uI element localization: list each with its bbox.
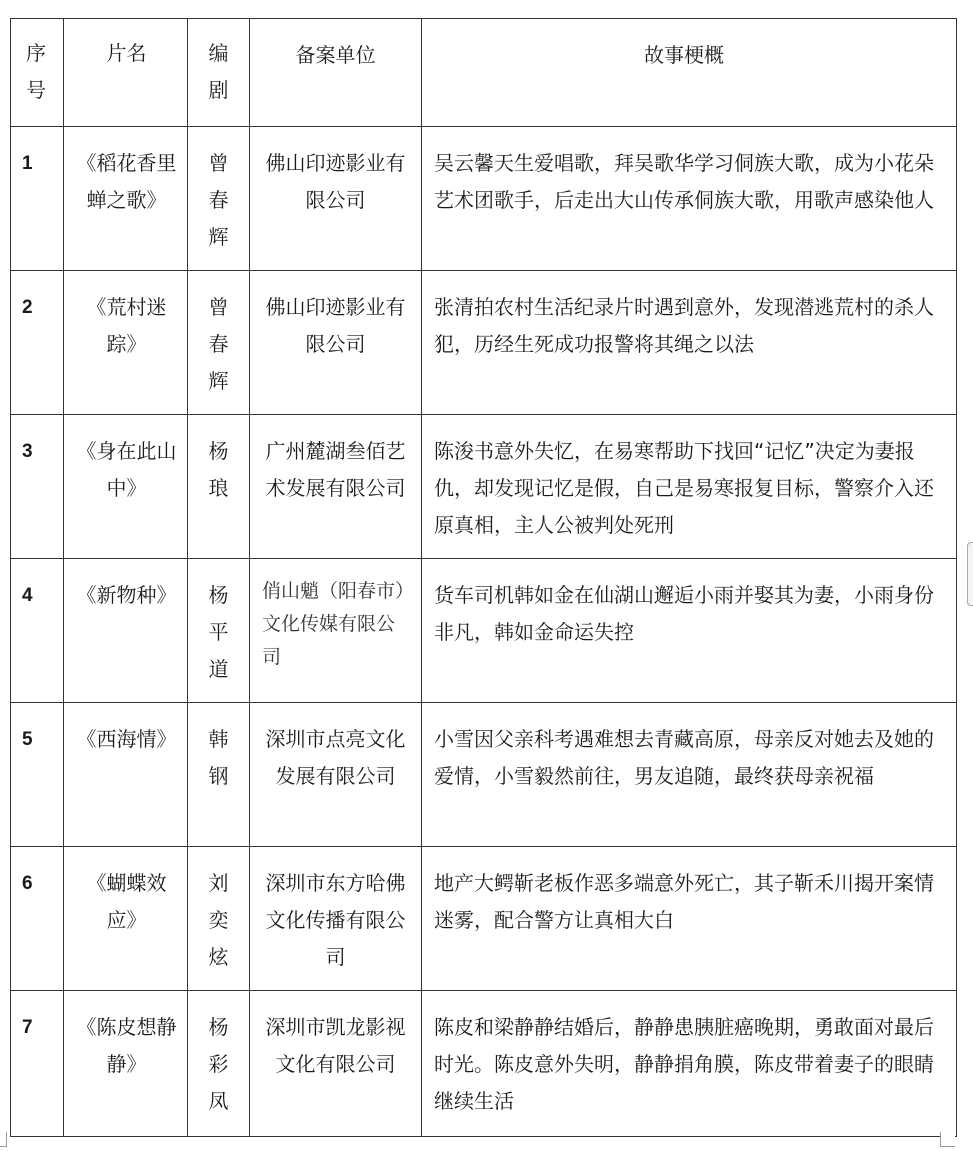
row-unit: 俏山魈（阳春市）文化传媒有限公司 [250, 559, 422, 703]
row-no: 5 [11, 703, 64, 847]
header-story: 故事梗概 [422, 19, 957, 127]
row-unit: 深圳市点亮文化发展有限公司 [250, 703, 422, 847]
page-corner-mark-right [940, 1132, 955, 1147]
row-story: 陈皮和梁静静结婚后，静静患胰脏癌晚期，勇敢面对最后时光。陈皮意外失明，静静捐角膜，陈皮带着妻子的眼睛继续生活 [422, 991, 957, 1137]
row-story: 小雪因父亲科考遇难想去青藏高原，母亲反对她去及她的爱情，小雪毅然前往，男友追随，最终获母亲祝福 [422, 703, 957, 847]
table-row [11, 847, 957, 991]
row-writer: 杨平道 [188, 559, 250, 703]
header-unit: 备案单位 [250, 19, 422, 127]
row-title: 《稻花香里蝉之歌》 [64, 127, 188, 271]
table-row [11, 271, 957, 415]
row-writer: 刘奕炫 [188, 847, 250, 991]
row-no: 3 [11, 415, 64, 559]
row-unit: 深圳市凯龙影视文化有限公司 [250, 991, 422, 1137]
row-no: 4 [11, 559, 64, 703]
header-writer: 编剧 [188, 19, 250, 127]
row-no: 6 [11, 847, 64, 991]
row-title: 《荒村迷踪》 [64, 271, 188, 415]
row-title: 《西海情》 [64, 703, 188, 847]
row-no: 2 [11, 271, 64, 415]
row-unit: 佛山印迹影业有限公司 [250, 127, 422, 271]
row-title: 《陈皮想静静》 [64, 991, 188, 1137]
row-no: 7 [11, 991, 64, 1137]
row-story: 货车司机韩如金在仙湖山邂逅小雨并娶其为妻，小雨身份非凡，韩如金命运失控 [422, 559, 957, 703]
row-unit: 佛山印迹影业有限公司 [250, 271, 422, 415]
table-row [11, 703, 957, 847]
row-title: 《新物种》 [64, 559, 188, 703]
table-row [11, 991, 957, 1137]
row-story: 张清拍农村生活纪录片时遇到意外，发现潜逃荒村的杀人犯，历经生死成功报警将其绳之以法 [422, 271, 957, 415]
row-writer: 韩钢 [188, 703, 250, 847]
row-writer: 杨彩凤 [188, 991, 250, 1137]
table-row [11, 127, 957, 271]
side-scroll-handle[interactable] [967, 542, 973, 606]
table-header-row [11, 19, 957, 127]
row-story: 地产大鳄靳老板作恶多端意外死亡，其子靳禾川揭开案情迷雾，配合警方让真相大白 [422, 847, 957, 991]
row-story: 陈浚书意外失忆，在易寒帮助下找回“记忆”决定为妻报仇，却发现记忆是假，自己是易寒报复目标，警察介入还原真相，主人公被判处死刑 [422, 415, 957, 559]
page-corner-mark-left [0, 1132, 7, 1147]
row-story: 吴云馨天生爱唱歌，拜吴歌华学习侗族大歌，成为小花朵艺术团歌手，后走出大山传承侗族大歌，用歌声感染他人 [422, 127, 957, 271]
table-row [11, 559, 957, 703]
row-unit: 广州麓湖叁佰艺术发展有限公司 [250, 415, 422, 559]
row-title: 《身在此山中》 [64, 415, 188, 559]
row-no: 1 [11, 127, 64, 271]
table-row [11, 415, 957, 559]
row-writer: 曾春辉 [188, 271, 250, 415]
row-unit: 深圳市东方哈佛文化传播有限公司 [250, 847, 422, 991]
row-writer: 曾春辉 [188, 127, 250, 271]
film-record-table [10, 18, 957, 1137]
row-title: 《蝴蝶效应》 [64, 847, 188, 991]
header-title: 片名 [64, 19, 188, 127]
header-no: 序号 [11, 19, 64, 127]
row-writer: 杨琅 [188, 415, 250, 559]
